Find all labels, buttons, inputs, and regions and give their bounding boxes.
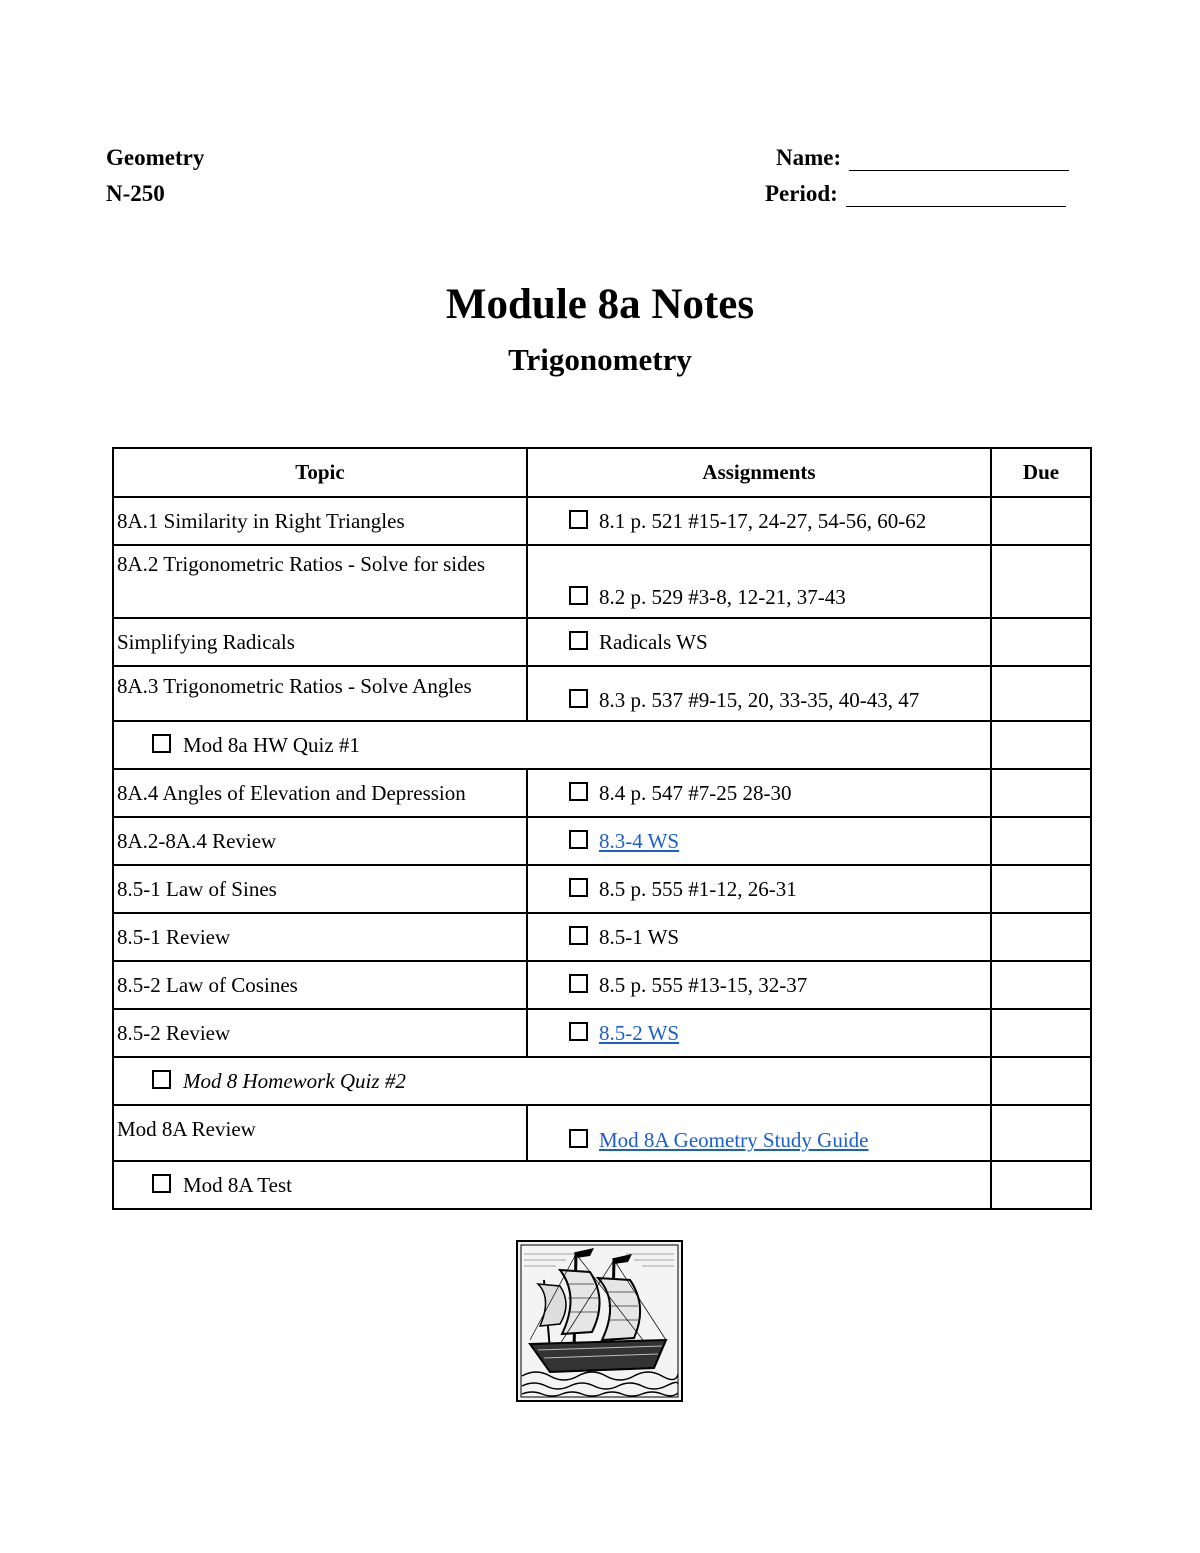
topic-cell: 8.5-1 Review bbox=[113, 913, 527, 961]
checkbox-icon[interactable] bbox=[569, 586, 588, 605]
assignment-text: 8.5 p. 555 #1-12, 26-31 bbox=[599, 876, 797, 901]
topic-cell: Mod 8A Review bbox=[113, 1105, 527, 1161]
checkbox-icon[interactable] bbox=[569, 1022, 588, 1041]
page-subtitle: Trigonometry bbox=[508, 342, 692, 377]
topic-cell: Simplifying Radicals bbox=[113, 618, 527, 666]
checkbox-icon[interactable] bbox=[569, 631, 588, 650]
assignment-cell bbox=[527, 769, 991, 817]
worksheet-link[interactable]: 8.5-2 WS bbox=[599, 1020, 680, 1045]
topic-cell: 8A.2-8A.4 Review bbox=[113, 817, 527, 865]
topic-cell: 8.5-2 Law of Cosines bbox=[113, 961, 527, 1009]
assignment-text: 8.5-1 WS bbox=[599, 924, 680, 949]
table-row bbox=[113, 817, 1091, 865]
period-field[interactable] bbox=[765, 181, 1066, 207]
name-label: Name: bbox=[776, 145, 842, 170]
table-row bbox=[113, 865, 1091, 913]
quiz-label: Mod 8A Test bbox=[183, 1172, 292, 1197]
checkbox-icon[interactable] bbox=[569, 510, 588, 529]
quiz-row bbox=[113, 1161, 1091, 1209]
table-row bbox=[113, 618, 1091, 666]
assignment-table bbox=[112, 447, 1092, 1210]
checkbox-icon[interactable] bbox=[569, 689, 588, 708]
quiz-label: Mod 8a HW Quiz #1 bbox=[183, 732, 360, 757]
course-code: N-250 bbox=[106, 181, 165, 206]
assignment-cell bbox=[527, 817, 991, 865]
due-cell[interactable] bbox=[991, 666, 1091, 721]
assignment-cell bbox=[527, 1105, 991, 1161]
table-row bbox=[113, 1105, 1091, 1161]
quiz-cell bbox=[113, 721, 991, 769]
assignment-text: 8.5 p. 555 #13-15, 32-37 bbox=[599, 972, 808, 997]
period-label: Period: bbox=[765, 181, 838, 206]
topic-cell: 8.5-2 Review bbox=[113, 1009, 527, 1057]
period-blank-line[interactable] bbox=[846, 184, 1066, 207]
table-row bbox=[113, 913, 1091, 961]
assignment-cell bbox=[527, 497, 991, 545]
topic-cell: 8A.1 Similarity in Right Triangles bbox=[113, 497, 527, 545]
checkbox-icon[interactable] bbox=[569, 782, 588, 801]
due-cell[interactable] bbox=[991, 769, 1091, 817]
name-field[interactable] bbox=[776, 145, 1069, 171]
assignment-cell bbox=[527, 545, 991, 618]
page-title: Module 8a Notes bbox=[445, 281, 755, 328]
assignment-text: Radicals WS bbox=[599, 629, 708, 654]
quiz-label: Mod 8 Homework Quiz #2 bbox=[183, 1068, 406, 1093]
name-blank-line[interactable] bbox=[849, 148, 1069, 171]
assignment-text: 8.1 p. 521 #15-17, 24-27, 54-56, 60-62 bbox=[599, 508, 927, 533]
topic-cell: 8A.2 Trigonometric Ratios - Solve for sides bbox=[113, 545, 527, 618]
checkbox-icon[interactable] bbox=[152, 1174, 171, 1193]
table-row bbox=[113, 497, 1091, 545]
table-row bbox=[113, 769, 1091, 817]
checkbox-icon[interactable] bbox=[152, 1070, 171, 1089]
table-row bbox=[113, 961, 1091, 1009]
topic-cell: 8.5-1 Law of Sines bbox=[113, 865, 527, 913]
due-cell[interactable] bbox=[991, 1009, 1091, 1057]
assignment-text: 8.2 p. 529 #3-8, 12-21, 37-43 bbox=[599, 585, 846, 609]
topic-header: Topic bbox=[113, 448, 527, 497]
study-guide-link[interactable]: Mod 8A Geometry Study Guide bbox=[599, 1128, 869, 1152]
due-cell[interactable] bbox=[991, 817, 1091, 865]
due-cell[interactable] bbox=[991, 721, 1091, 769]
due-cell[interactable] bbox=[991, 865, 1091, 913]
quiz-cell bbox=[113, 1057, 991, 1105]
quiz-row bbox=[113, 721, 1091, 769]
quiz-cell bbox=[113, 1161, 991, 1209]
assignments-header: Assignments bbox=[527, 448, 991, 497]
due-cell[interactable] bbox=[991, 1105, 1091, 1161]
checkbox-icon[interactable] bbox=[569, 926, 588, 945]
assignment-cell bbox=[527, 1009, 991, 1057]
checkbox-icon[interactable] bbox=[569, 1129, 588, 1148]
assignment-cell bbox=[527, 618, 991, 666]
due-cell[interactable] bbox=[991, 1161, 1091, 1209]
due-cell[interactable] bbox=[991, 497, 1091, 545]
due-cell[interactable] bbox=[991, 618, 1091, 666]
due-cell[interactable] bbox=[991, 913, 1091, 961]
due-header: Due bbox=[991, 448, 1091, 497]
table-row bbox=[113, 545, 1091, 618]
due-cell[interactable] bbox=[991, 1057, 1091, 1105]
table-header-row bbox=[113, 448, 1091, 497]
checkbox-icon[interactable] bbox=[569, 878, 588, 897]
quiz-row bbox=[113, 1057, 1091, 1105]
due-cell[interactable] bbox=[991, 545, 1091, 618]
assignment-cell bbox=[527, 865, 991, 913]
table-row bbox=[113, 1009, 1091, 1057]
assignment-cell bbox=[527, 666, 991, 721]
topic-cell: 8A.4 Angles of Elevation and Depression bbox=[113, 769, 527, 817]
checkbox-icon[interactable] bbox=[569, 830, 588, 849]
worksheet-link[interactable]: 8.3-4 WS bbox=[599, 828, 680, 853]
sailing-ship-woodcut-icon bbox=[516, 1240, 683, 1402]
checkbox-icon[interactable] bbox=[152, 734, 171, 753]
assignment-cell bbox=[527, 961, 991, 1009]
assignment-cell bbox=[527, 913, 991, 961]
assignment-text: 8.3 p. 537 #9-15, 20, 33-35, 40-43, 47 bbox=[599, 688, 920, 712]
assignment-text: 8.4 p. 547 #7-25 28-30 bbox=[599, 780, 792, 805]
due-cell[interactable] bbox=[991, 961, 1091, 1009]
checkbox-icon[interactable] bbox=[569, 974, 588, 993]
topic-cell: 8A.3 Trigonometric Ratios - Solve Angles bbox=[113, 666, 527, 721]
course-name: Geometry bbox=[106, 145, 205, 170]
table-row bbox=[113, 666, 1091, 721]
